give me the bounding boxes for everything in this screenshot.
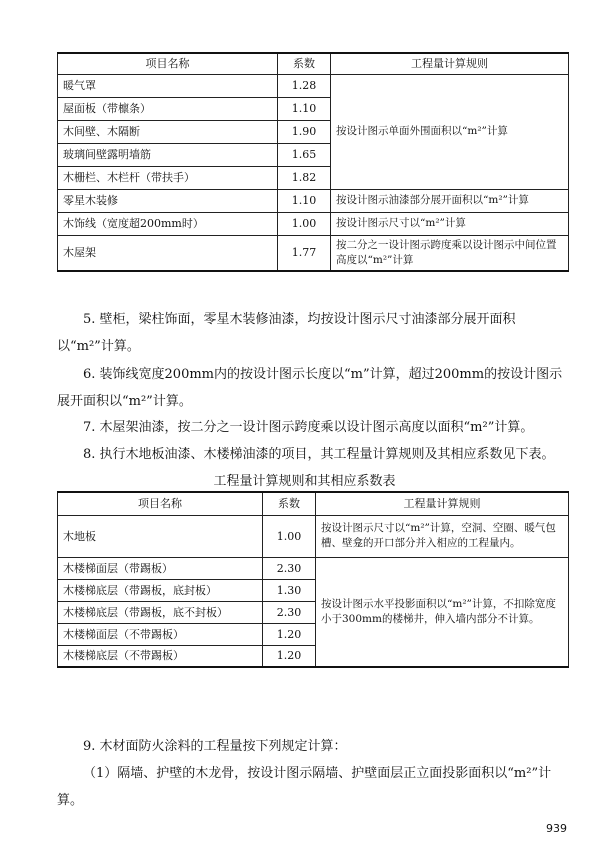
coefficient-table-2 xyxy=(57,491,569,668)
item-name-cell: 木屋架 xyxy=(58,235,278,271)
paragraph-9: 9. 木材面防火涂料的工程量按下列规定计算： xyxy=(83,739,347,754)
coefficient-cell: 2.30 xyxy=(263,601,316,623)
item-name-cell: 木楼梯底层（带踢板，底不封板） xyxy=(58,601,263,623)
column-header-coefficient: 系数 xyxy=(263,492,316,515)
item-name-cell: 木楼梯底层（带踢板，底封板） xyxy=(58,579,263,601)
item-name-cell: 玻璃间壁露明墙筋 xyxy=(58,143,278,166)
table-header-row xyxy=(58,492,569,515)
rule-cell: 按设计图示单面外围面积以“m²”计算 xyxy=(331,74,569,189)
page-number: 939 xyxy=(546,822,567,835)
table-row xyxy=(58,189,569,212)
paragraph-6: 6. 装饰线宽度200mm内的按设计图示长度以“m”计算，超过200mm的按设计图示展开面积以“m²”计算。 xyxy=(57,367,563,409)
coefficient-cell: 1.82 xyxy=(278,166,331,189)
rule-cell: 按设计图示油漆部分展开面积以“m²”计算 xyxy=(331,189,569,212)
coefficient-table-1 xyxy=(57,52,569,272)
table-row xyxy=(58,557,569,579)
coefficient-cell: 1.00 xyxy=(278,212,331,235)
item-name-cell: 暖气罩 xyxy=(58,74,278,97)
column-header-item-name: 项目名称 xyxy=(58,53,278,74)
rule-cell: 按设计图示尺寸以“m²”计算 xyxy=(331,212,569,235)
item-name-cell: 木楼梯面层（不带踢板） xyxy=(58,623,263,645)
coefficient-cell: 1.10 xyxy=(278,97,331,120)
item-name-cell: 木间壁、木隔断 xyxy=(58,120,278,143)
rule-cell: 按设计图示水平投影面积以“m²”计算，不扣除宽度小于300mm的楼梯井，伸入墙内部分不计算。 xyxy=(316,557,569,667)
table-row xyxy=(58,212,569,235)
item-name-cell: 木栅栏、木栏杆（带扶手） xyxy=(58,166,278,189)
table-row xyxy=(58,515,569,557)
coefficient-cell: 1.10 xyxy=(278,189,331,212)
coefficient-cell: 1.30 xyxy=(263,579,316,601)
paragraph-9-1: （1）隔墙、护壁的木龙骨，按设计图示隔墙、护壁面层正立面投影面积以“m²”计算。 xyxy=(57,766,552,808)
table-row xyxy=(58,74,569,97)
paragraph-5: 5. 壁柜，梁柱饰面，零星木装修油漆，均按设计图示尺寸油漆部分展开面积以“m²”计算。 xyxy=(57,312,516,354)
item-name-cell: 木楼梯面层（带踢板） xyxy=(58,557,263,579)
coefficient-cell: 1.77 xyxy=(278,235,331,271)
rule-cell: 按二分之一设计图示跨度乘以设计图示中间位置高度以“m²”计算 xyxy=(331,235,569,271)
coefficient-cell: 1.00 xyxy=(263,515,316,557)
item-name-cell: 屋面板（带檩条） xyxy=(58,97,278,120)
item-name-cell: 木楼梯底层（不带踢板） xyxy=(58,645,263,667)
paragraph-8: 8. 执行木地板油漆、木楼梯油漆的项目，其工程量计算规则及其相应系数见下表。 xyxy=(83,447,555,462)
paragraph-7: 7. 木屋架油漆，按二分之一设计图示跨度乘以设计图示高度以面积“m²”计算。 xyxy=(83,420,534,435)
table-caption: 工程量计算规则和其相应系数表 xyxy=(213,474,396,489)
item-name-cell: 零星木装修 xyxy=(58,189,278,212)
column-header-rule: 工程量计算规则 xyxy=(331,53,569,74)
table-header-row xyxy=(58,53,569,74)
coefficient-cell: 1.90 xyxy=(278,120,331,143)
column-header-coefficient: 系数 xyxy=(278,53,331,74)
coefficient-cell: 2.30 xyxy=(263,557,316,579)
coefficient-cell: 1.20 xyxy=(263,645,316,667)
coefficient-cell: 1.65 xyxy=(278,143,331,166)
column-header-rule: 工程量计算规则 xyxy=(316,492,569,515)
item-name-cell: 木饰线（宽度超200mm时） xyxy=(58,212,278,235)
table-row xyxy=(58,235,569,271)
rule-cell: 按设计图示尺寸以“m²”计算，空洞、空圈、暖气包槽、壁龛的开口部分并入相应的工程量内。 xyxy=(316,515,569,557)
item-name-cell: 木地板 xyxy=(58,515,263,557)
column-header-item-name: 项目名称 xyxy=(58,492,263,515)
coefficient-cell: 1.28 xyxy=(278,74,331,97)
coefficient-cell: 1.20 xyxy=(263,623,316,645)
